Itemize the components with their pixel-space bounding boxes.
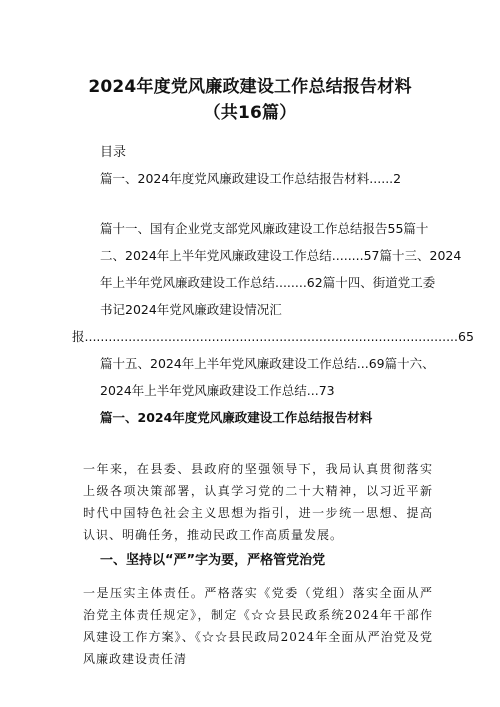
toc-entry: 年上半年党风廉政建设工作总结........62篇十四、街道党工委 (100, 275, 436, 290)
toc-entry: 篇十五、2024年上半年党风廉政建设工作总结...69篇十六、 (100, 356, 435, 371)
toc-entry: 二、2024年上半年党风廉政建设工作总结........57篇十三、2024 (100, 248, 462, 263)
document-title: 2024年度党风廉政建设工作总结报告材料 (88, 77, 412, 97)
body-paragraph: 一是压实主体责任。严格落实《党委（党组）落实全面从严治党主体责任规定》，制定《☆☆县民政系统2024年干部作风建设工作方案》、《☆☆县民政局2024年全面从严治党及党风廉政建设责任清 (83, 586, 433, 666)
toc-entry: 篇十一、国有企业党支部党风廉政建设工作总结报告55篇十 (100, 221, 429, 236)
body-paragraph: 一年来，在县委、县政府的坚强领导下，我局认真贯彻落实上级各项决策部署，认真学习党的二十大精神，以习近平新时代中国特色社会主义思想为指引，进一步统一思想、提高认识、明确任务，推动民政工作高质量发展。 (83, 462, 433, 542)
section-heading: 一、坚持以“严”字为要，严格管党治党 (100, 553, 326, 568)
toc-heading: 目录 (100, 145, 127, 160)
section-title: 篇一、2024年度党风廉政建设工作总结报告材料 (100, 410, 373, 425)
toc-entry: 2024年上半年党风廉政建设工作总结...73 (100, 383, 335, 398)
document-subtitle: （共16篇） (203, 103, 297, 123)
toc-entry: 报..............................................................................................65 (72, 329, 474, 344)
toc-entry: 篇一、2024年度党风廉政建设工作总结报告材料......2 (100, 171, 402, 186)
toc-entry: 书记2024年党风廉政建设情况汇 (100, 302, 282, 317)
